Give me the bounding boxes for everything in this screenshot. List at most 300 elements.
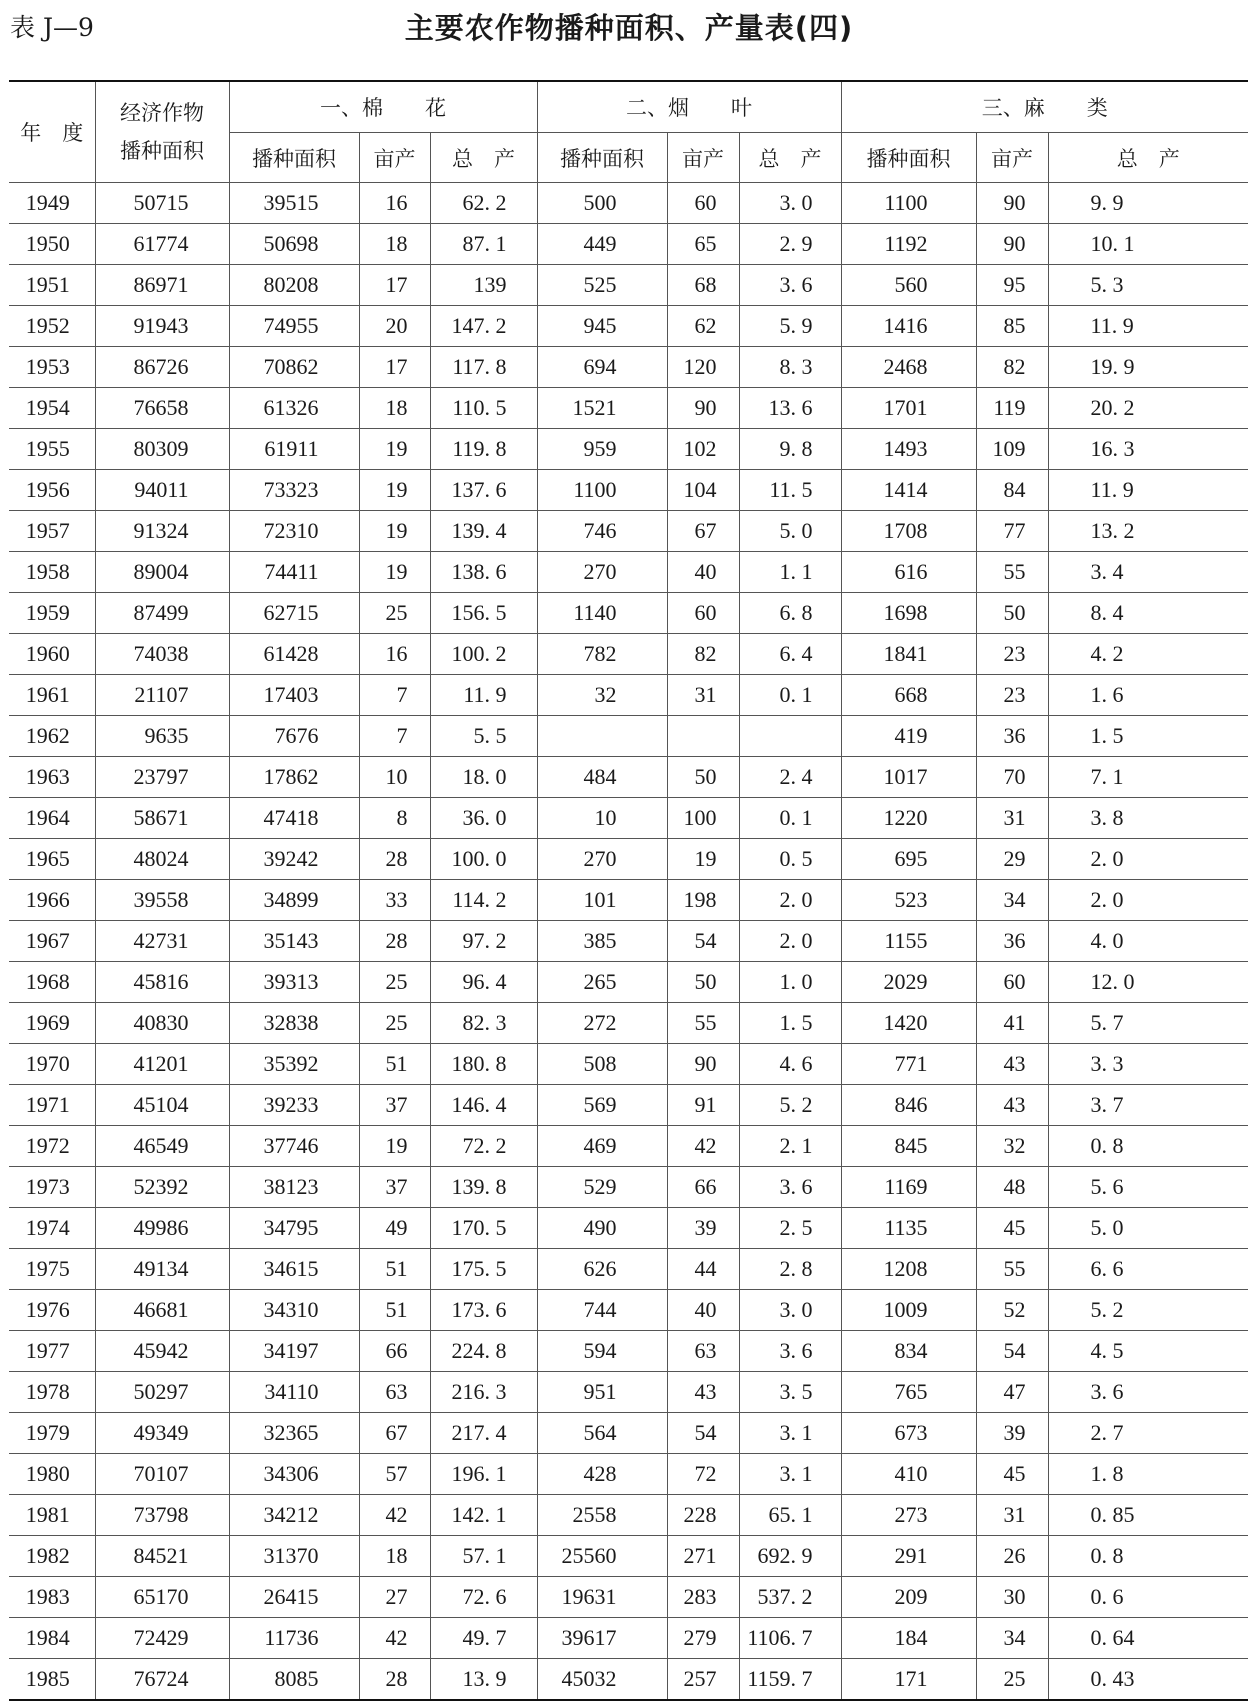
cell-tobacco-total: 2. 1 [739,1126,841,1167]
cell-hemp-yield: 48 [976,1167,1048,1208]
cell-tobacco-total: 8. 3 [739,347,841,388]
cell-tobacco-total: 5. 9 [739,306,841,347]
cell-cotton-total: 117. 8 [430,347,537,388]
cell-hemp-area: 1708 [841,511,976,552]
cell-year: 1960 [9,634,95,675]
cell-year: 1985 [9,1659,95,1701]
cell-econ-area: 49134 [95,1249,229,1290]
cell-tobacco-total: 1. 5 [739,1003,841,1044]
cell-hemp-total: 3. 6 [1048,1372,1248,1413]
cell-cotton-yield: 27 [359,1577,430,1618]
cell-tobacco-area: 490 [537,1208,667,1249]
cell-tobacco-total: 1. 0 [739,962,841,1003]
cell-cotton-yield: 18 [359,388,430,429]
cell-cotton-total: 18. 0 [430,757,537,798]
cell-hemp-area: 523 [841,880,976,921]
cell-tobacco-area: 1521 [537,388,667,429]
cell-hemp-area: 1169 [841,1167,976,1208]
cell-tobacco-yield: 283 [667,1577,739,1618]
cell-tobacco-yield: 40 [667,552,739,593]
cell-tobacco-total: 2. 5 [739,1208,841,1249]
cell-cotton-yield: 18 [359,224,430,265]
cell-tobacco-yield: 60 [667,183,739,224]
cell-hemp-total: 3. 4 [1048,552,1248,593]
table-row [9,1126,1248,1167]
cell-cotton-area: 80208 [229,265,359,306]
cell-econ-area: 87499 [95,593,229,634]
table-row [9,593,1248,634]
cell-tobacco-area: 945 [537,306,667,347]
cell-econ-area: 91943 [95,306,229,347]
cell-hemp-total: 20. 2 [1048,388,1248,429]
cell-econ-area: 65170 [95,1577,229,1618]
cell-cotton-area: 62715 [229,593,359,634]
table-row [9,1454,1248,1495]
cell-hemp-area: 673 [841,1413,976,1454]
cell-hemp-area: 668 [841,675,976,716]
cell-hemp-total: 0. 8 [1048,1536,1248,1577]
cell-hemp-area: 1420 [841,1003,976,1044]
cell-cotton-area: 17862 [229,757,359,798]
header-tobacco: 二、烟 叶 [537,81,841,133]
cell-hemp-area: 1100 [841,183,976,224]
table-row [9,1618,1248,1659]
cell-econ-area: 48024 [95,839,229,880]
cell-cotton-area: 34795 [229,1208,359,1249]
cell-cotton-total: 146. 4 [430,1085,537,1126]
cell-cotton-yield: 16 [359,183,430,224]
cell-cotton-total: 217. 4 [430,1413,537,1454]
cell-cotton-total: 196. 1 [430,1454,537,1495]
cell-year: 1972 [9,1126,95,1167]
table-row [9,1208,1248,1249]
cell-year: 1971 [9,1085,95,1126]
table-code: 表 J—9 [10,13,94,42]
cell-hemp-area: 1135 [841,1208,976,1249]
cell-cotton-total: 139. 4 [430,511,537,552]
cell-hemp-area: 846 [841,1085,976,1126]
cell-tobacco-yield: 44 [667,1249,739,1290]
table-row [9,429,1248,470]
cell-tobacco-total: 2. 0 [739,921,841,962]
cell-tobacco-yield: 72 [667,1454,739,1495]
cell-hemp-yield: 55 [976,552,1048,593]
cell-cotton-yield: 25 [359,1003,430,1044]
cell-cotton-total: 173. 6 [430,1290,537,1331]
cell-hemp-yield: 32 [976,1126,1048,1167]
cell-cotton-total: 138. 6 [430,552,537,593]
cell-hemp-total: 3. 3 [1048,1044,1248,1085]
cell-tobacco-yield: 65 [667,224,739,265]
cell-cotton-yield: 33 [359,880,430,921]
table-row [9,1331,1248,1372]
cell-cotton-total: 175. 5 [430,1249,537,1290]
cell-hemp-total: 4. 5 [1048,1331,1248,1372]
cell-tobacco-area: 270 [537,552,667,593]
cell-year: 1961 [9,675,95,716]
cell-hemp-area: 1701 [841,388,976,429]
cell-hemp-yield: 84 [976,470,1048,511]
cell-cotton-area: 39242 [229,839,359,880]
cell-hemp-yield: 29 [976,839,1048,880]
cell-year: 1952 [9,306,95,347]
subheader-total: 总 产 [1048,133,1248,183]
cell-tobacco-total [739,716,841,757]
cell-tobacco-total: 11. 5 [739,470,841,511]
cell-tobacco-total: 692. 9 [739,1536,841,1577]
cell-hemp-total: 1. 5 [1048,716,1248,757]
cell-tobacco-yield: 42 [667,1126,739,1167]
cell-cotton-total: 110. 5 [430,388,537,429]
cell-tobacco-yield: 62 [667,306,739,347]
cell-hemp-area: 1493 [841,429,976,470]
crop-table [9,80,1248,1701]
cell-hemp-area: 1841 [841,634,976,675]
cell-tobacco-yield: 68 [667,265,739,306]
cell-tobacco-area: 10 [537,798,667,839]
cell-cotton-area: 34899 [229,880,359,921]
cell-cotton-area: 34615 [229,1249,359,1290]
cell-year: 1975 [9,1249,95,1290]
cell-hemp-yield: 36 [976,921,1048,962]
cell-hemp-yield: 77 [976,511,1048,552]
cell-cotton-area: 17403 [229,675,359,716]
cell-cotton-total: 224. 8 [430,1331,537,1372]
cell-hemp-total: 1. 6 [1048,675,1248,716]
cell-tobacco-yield: 90 [667,1044,739,1085]
cell-tobacco-yield: 54 [667,1413,739,1454]
cell-hemp-total: 1. 8 [1048,1454,1248,1495]
cell-cotton-total: 49. 7 [430,1618,537,1659]
cell-econ-area: 94011 [95,470,229,511]
cell-hemp-area: 273 [841,1495,976,1536]
page-header [0,0,1258,60]
cell-cotton-total: 62. 2 [430,183,537,224]
cell-cotton-yield: 19 [359,1126,430,1167]
cell-tobacco-total: 0. 5 [739,839,841,880]
cell-cotton-area: 34310 [229,1290,359,1331]
cell-cotton-total: 137. 6 [430,470,537,511]
cell-tobacco-area: 594 [537,1331,667,1372]
cell-tobacco-total: 6. 4 [739,634,841,675]
cell-hemp-yield: 45 [976,1454,1048,1495]
table-row [9,1290,1248,1331]
cell-tobacco-area: 1100 [537,470,667,511]
cell-hemp-total: 3. 7 [1048,1085,1248,1126]
cell-econ-area: 52392 [95,1167,229,1208]
cell-year: 1964 [9,798,95,839]
cell-cotton-area: 34212 [229,1495,359,1536]
table-row [9,1044,1248,1085]
cell-year: 1958 [9,552,95,593]
cell-tobacco-area [537,716,667,757]
cell-tobacco-yield: 198 [667,880,739,921]
cell-cotton-area: 35392 [229,1044,359,1085]
table-row [9,716,1248,757]
cell-cotton-area: 73323 [229,470,359,511]
page-title: 主要农作物播种面积、产量表(四) [404,11,854,45]
cell-hemp-yield: 52 [976,1290,1048,1331]
cell-tobacco-area: 101 [537,880,667,921]
cell-hemp-yield: 43 [976,1044,1048,1085]
cell-hemp-yield: 34 [976,1618,1048,1659]
cell-hemp-total: 11. 9 [1048,306,1248,347]
cell-hemp-yield: 119 [976,388,1048,429]
cell-tobacco-total: 2. 8 [739,1249,841,1290]
cell-hemp-area: 1698 [841,593,976,634]
cell-cotton-yield: 37 [359,1085,430,1126]
cell-cotton-area: 39313 [229,962,359,1003]
cell-cotton-total: 96. 4 [430,962,537,1003]
cell-hemp-area: 695 [841,839,976,880]
cell-cotton-total: 100. 0 [430,839,537,880]
cell-tobacco-area: 525 [537,265,667,306]
cell-tobacco-total: 5. 2 [739,1085,841,1126]
cell-cotton-area: 37746 [229,1126,359,1167]
cell-cotton-yield: 20 [359,306,430,347]
cell-tobacco-area: 19631 [537,1577,667,1618]
cell-econ-area: 72429 [95,1618,229,1659]
cell-tobacco-area: 25560 [537,1536,667,1577]
cell-year: 1969 [9,1003,95,1044]
cell-hemp-total: 0. 43 [1048,1659,1248,1701]
cell-tobacco-area: 508 [537,1044,667,1085]
cell-tobacco-area: 744 [537,1290,667,1331]
cell-tobacco-total: 537. 2 [739,1577,841,1618]
cell-tobacco-area: 694 [537,347,667,388]
cell-year: 1976 [9,1290,95,1331]
cell-cotton-yield: 28 [359,1659,430,1701]
cell-cotton-total: 5. 5 [430,716,537,757]
cell-tobacco-yield: 257 [667,1659,739,1701]
cell-tobacco-total: 9. 8 [739,429,841,470]
cell-hemp-total: 9. 9 [1048,183,1248,224]
header-cotton: 一、棉 花 [229,81,537,133]
cell-cotton-area: 34197 [229,1331,359,1372]
cell-cotton-total: 97. 2 [430,921,537,962]
cell-econ-area: 84521 [95,1536,229,1577]
cell-hemp-area: 1220 [841,798,976,839]
cell-econ-area: 76724 [95,1659,229,1701]
cell-tobacco-total: 3. 0 [739,1290,841,1331]
subheader-yield: 亩产 [976,133,1048,183]
cell-hemp-total: 11. 9 [1048,470,1248,511]
cell-cotton-total: 82. 3 [430,1003,537,1044]
cell-econ-area: 89004 [95,552,229,593]
cell-year: 1962 [9,716,95,757]
cell-hemp-yield: 23 [976,634,1048,675]
cell-cotton-area: 70862 [229,347,359,388]
cell-tobacco-total: 3. 1 [739,1454,841,1495]
cell-hemp-area: 419 [841,716,976,757]
cell-tobacco-yield: 50 [667,962,739,1003]
table-row [9,880,1248,921]
cell-tobacco-total: 2. 0 [739,880,841,921]
cell-hemp-yield: 25 [976,1659,1048,1701]
cell-hemp-yield: 109 [976,429,1048,470]
cell-hemp-yield: 36 [976,716,1048,757]
table-row [9,306,1248,347]
cell-cotton-total: 87. 1 [430,224,537,265]
cell-econ-area: 58671 [95,798,229,839]
table-row [9,224,1248,265]
cell-econ-area: 23797 [95,757,229,798]
header-hemp: 三、麻 类 [841,81,1248,133]
cell-hemp-total: 3. 8 [1048,798,1248,839]
cell-cotton-total: 119. 8 [430,429,537,470]
cell-hemp-total: 10. 1 [1048,224,1248,265]
table-row [9,634,1248,675]
table-row [9,183,1248,224]
cell-cotton-total: 156. 5 [430,593,537,634]
cell-hemp-total: 0. 8 [1048,1126,1248,1167]
cell-econ-area: 21107 [95,675,229,716]
cell-tobacco-total: 3. 1 [739,1413,841,1454]
cell-tobacco-yield: 19 [667,839,739,880]
cell-cotton-area: 26415 [229,1577,359,1618]
cell-tobacco-area: 569 [537,1085,667,1126]
table-row [9,1577,1248,1618]
cell-hemp-total: 12. 0 [1048,962,1248,1003]
table-row [9,839,1248,880]
cell-cotton-yield: 49 [359,1208,430,1249]
cell-hemp-total: 5. 6 [1048,1167,1248,1208]
cell-year: 1974 [9,1208,95,1249]
cell-cotton-area: 35143 [229,921,359,962]
cell-cotton-total: 100. 2 [430,634,537,675]
cell-econ-area: 46681 [95,1290,229,1331]
cell-tobacco-area: 32 [537,675,667,716]
cell-year: 1967 [9,921,95,962]
cell-hemp-yield: 26 [976,1536,1048,1577]
cell-hemp-yield: 70 [976,757,1048,798]
cell-hemp-area: 2468 [841,347,976,388]
table-row [9,1659,1248,1701]
cell-tobacco-area: 484 [537,757,667,798]
cell-tobacco-yield: 60 [667,593,739,634]
header-year: 年 度 [9,81,95,183]
cell-cotton-total: 57. 1 [430,1536,537,1577]
cell-hemp-total: 4. 0 [1048,921,1248,962]
cell-tobacco-yield: 279 [667,1618,739,1659]
subheader-area: 播种面积 [537,133,667,183]
cell-cotton-area: 34110 [229,1372,359,1413]
table-row [9,1249,1248,1290]
cell-cotton-area: 39515 [229,183,359,224]
cell-year: 1956 [9,470,95,511]
cell-cotton-total: 147. 2 [430,306,537,347]
cell-cotton-yield: 28 [359,839,430,880]
cell-hemp-area: 184 [841,1618,976,1659]
cell-cotton-yield: 28 [359,921,430,962]
cell-econ-area: 86726 [95,347,229,388]
cell-year: 1977 [9,1331,95,1372]
cell-tobacco-yield: 39 [667,1208,739,1249]
cell-cotton-yield: 19 [359,470,430,511]
cell-hemp-total: 0. 6 [1048,1577,1248,1618]
cell-cotton-yield: 42 [359,1495,430,1536]
cell-econ-area: 45104 [95,1085,229,1126]
cell-hemp-area: 1414 [841,470,976,511]
cell-tobacco-total: 2. 4 [739,757,841,798]
cell-cotton-area: 34306 [229,1454,359,1495]
cell-tobacco-area: 45032 [537,1659,667,1701]
cell-tobacco-area: 39617 [537,1618,667,1659]
cell-tobacco-area: 265 [537,962,667,1003]
table-row [9,921,1248,962]
cell-tobacco-area: 746 [537,511,667,552]
cell-tobacco-yield: 228 [667,1495,739,1536]
cell-year: 1955 [9,429,95,470]
cell-hemp-yield: 90 [976,183,1048,224]
cell-econ-area: 50715 [95,183,229,224]
cell-hemp-yield: 55 [976,1249,1048,1290]
cell-tobacco-yield: 100 [667,798,739,839]
cell-hemp-yield: 54 [976,1331,1048,1372]
cell-tobacco-yield: 90 [667,388,739,429]
cell-cotton-total: 114. 2 [430,880,537,921]
cell-hemp-total: 0. 85 [1048,1495,1248,1536]
cell-hemp-total: 2. 0 [1048,839,1248,880]
cell-year: 1954 [9,388,95,429]
cell-hemp-area: 560 [841,265,976,306]
cell-hemp-area: 171 [841,1659,976,1701]
cell-tobacco-total: 1159. 7 [739,1659,841,1701]
cell-cotton-total: 11. 9 [430,675,537,716]
cell-hemp-total: 2. 0 [1048,880,1248,921]
cell-hemp-area: 1416 [841,306,976,347]
cell-hemp-yield: 31 [976,1495,1048,1536]
cell-hemp-yield: 39 [976,1413,1048,1454]
cell-tobacco-yield: 102 [667,429,739,470]
cell-year: 1953 [9,347,95,388]
cell-year: 1982 [9,1536,95,1577]
cell-hemp-yield: 90 [976,224,1048,265]
cell-econ-area: 42731 [95,921,229,962]
cell-tobacco-area: 782 [537,634,667,675]
cell-econ-area: 91324 [95,511,229,552]
cell-cotton-total: 13. 9 [430,1659,537,1701]
cell-hemp-yield: 85 [976,306,1048,347]
cell-tobacco-area: 500 [537,183,667,224]
cell-tobacco-yield: 43 [667,1372,739,1413]
cell-cotton-yield: 67 [359,1413,430,1454]
cell-tobacco-area: 2558 [537,1495,667,1536]
cell-year: 1984 [9,1618,95,1659]
cell-cotton-yield: 25 [359,593,430,634]
cell-econ-area: 46549 [95,1126,229,1167]
cell-hemp-yield: 47 [976,1372,1048,1413]
cell-tobacco-yield: 31 [667,675,739,716]
cell-tobacco-area: 469 [537,1126,667,1167]
cell-econ-area: 80309 [95,429,229,470]
table-row [9,757,1248,798]
cell-hemp-yield: 43 [976,1085,1048,1126]
cell-hemp-yield: 41 [976,1003,1048,1044]
cell-year: 1965 [9,839,95,880]
cell-year: 1980 [9,1454,95,1495]
cell-hemp-total: 5. 7 [1048,1003,1248,1044]
table-row [9,1413,1248,1454]
table-row [9,1003,1248,1044]
cell-econ-area: 49349 [95,1413,229,1454]
cell-tobacco-total: 5. 0 [739,511,841,552]
cell-cotton-yield: 51 [359,1249,430,1290]
cell-econ-area: 86971 [95,265,229,306]
cell-hemp-yield: 60 [976,962,1048,1003]
cell-hemp-total: 13. 2 [1048,511,1248,552]
table-row [9,552,1248,593]
